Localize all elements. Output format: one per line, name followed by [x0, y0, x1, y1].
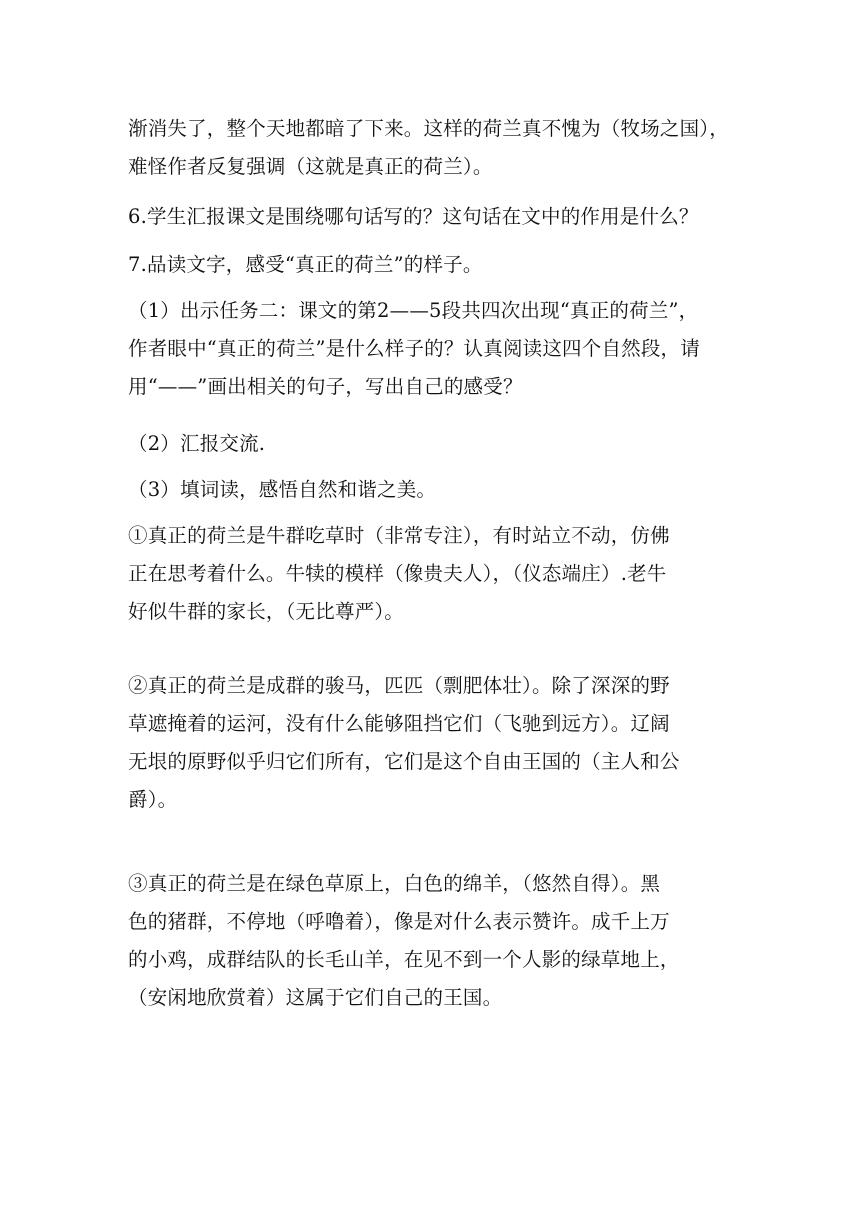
text-line: （安闲地欣赏着）这属于它们自己的王国。	[128, 986, 503, 1009]
text-line: 草遮掩着的运河，没有什么能够阻挡它们（飞驰到远方）。辽阔	[128, 712, 670, 735]
paragraph-report	[128, 425, 728, 463]
paragraph-horses	[128, 667, 728, 819]
text-line: 7.品读文字，感受“真正的荷兰”的样子。	[128, 253, 483, 276]
text-line: ①真正的荷兰是牛群吃草时（非常专注），有时站立不动，仿佛	[128, 524, 670, 547]
text-line: 6.学生汇报课文是围绕哪句话写的？这句话在文中的作用是什么？	[128, 205, 699, 228]
text-line: 难怪作者反复强调（这就是真正的荷兰）。	[128, 155, 493, 178]
text-line: （2）汇报交流.	[128, 432, 266, 455]
text-line: 渐消失了，整个天地都暗了下来。这样的荷兰真不愧为（牧场之国），	[128, 117, 729, 140]
text-line: 爵）。	[128, 788, 178, 811]
paragraph-cattle	[128, 517, 728, 631]
text-line: 无垠的原野似乎归它们所有，它们是这个自由王国的（主人和公	[128, 750, 680, 773]
text-line: 色的猪群，不停地（呼噜着），像是对什么表示赞许。成千上万	[128, 910, 670, 933]
text-line: （1）出示任务二：课文的第2——5段共四次出现“真正的荷兰”，	[128, 299, 699, 322]
paragraph-sheep	[128, 865, 728, 1017]
paragraph-item-6	[128, 198, 728, 236]
text-line: 用“——”画出相关的句子，写出自己的感受？	[128, 375, 523, 398]
paragraph-task-two	[128, 292, 728, 406]
text-line: 作者眼中“真正的荷兰”是什么样子的？认真阅读这四个自然段，请	[128, 337, 700, 360]
paragraph-item-7	[128, 246, 728, 284]
text-line: ②真正的荷兰是成群的骏马，匹匹（剽肥体壮）。除了深深的野	[128, 674, 670, 697]
paragraph-fill-words	[128, 471, 728, 509]
text-line: 的小鸡，成群结队的长毛山羊，在见不到一个人影的绿草地上，	[128, 948, 680, 971]
text-line: 正在思考着什么。牛犊的模样（像贵夫人），（仪态端庄）.老牛	[128, 562, 667, 585]
text-line: （3）填词读，感悟自然和谐之美。	[128, 478, 437, 501]
paragraph-continuation	[128, 110, 728, 186]
text-line: ③真正的荷兰是在绿色草原上，白色的绵羊，（悠然自得）。黑	[128, 872, 661, 895]
text-line: 好似牛群的家长，（无比尊严）。	[128, 600, 405, 623]
